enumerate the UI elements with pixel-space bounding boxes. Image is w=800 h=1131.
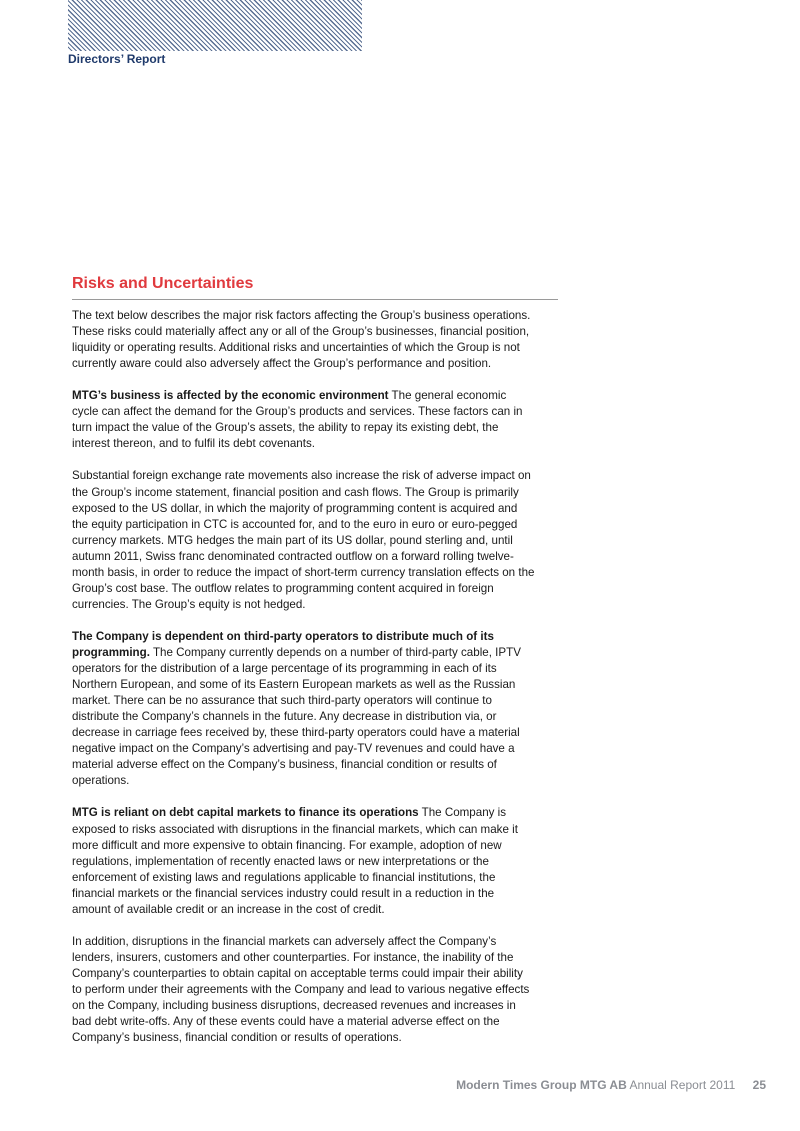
text-line [72, 854, 572, 870]
bold-heading: MTG’s business is affected by the economic environment [72, 389, 389, 403]
text-line [72, 1030, 572, 1046]
text-line [72, 741, 572, 757]
text-line [72, 934, 572, 950]
line-text: operators for the distribution of a large percentage of its programming in each of its [72, 662, 497, 676]
page-number: 25 [752, 1078, 766, 1092]
bold-heading: The Company is dependent on third-party operators to distribute much of its [72, 629, 494, 643]
line-text: on the Company, including business disruptions, decreased revenues and increases in [72, 999, 516, 1013]
line-text: financial markets or the financial services industry could result in a reduction in the [72, 886, 495, 900]
line-text: The Company currently depends on a number of third-party cable, IPTV [149, 645, 521, 659]
line-text: cycle can affect the demand for the Group’s products and services. These factors can in [72, 405, 523, 419]
text-line [72, 998, 572, 1014]
line-text: autumn 2011, Swiss franc denominated contracted outflow on a forward rolling twelve- [72, 549, 514, 563]
text-line [72, 886, 572, 902]
header-hatch-pattern [68, 0, 362, 51]
line-text: bad debt write-offs. Any of these events could have a material adverse effect on the [72, 1015, 500, 1029]
line-text: currently aware could also adversely affect the Group’s performance and position. [72, 357, 492, 371]
footer-company: Modern Times Group MTG AB [456, 1078, 627, 1092]
line-text: regulations, implementation of recently enacted laws or new interpretations or the [72, 854, 489, 868]
text-line [72, 693, 572, 709]
text-line [72, 902, 572, 918]
line-text: Company’s business, financial condition or results of operations. [72, 1031, 402, 1045]
text-line [72, 324, 572, 340]
line-text: negative impact on the Company’s advertising and pay-TV revenues and could have a [72, 742, 515, 756]
text-line [72, 308, 572, 324]
text-line [72, 388, 572, 404]
text-line [72, 340, 572, 356]
text-line [72, 565, 572, 581]
text-line [72, 404, 572, 420]
title-divider [72, 299, 558, 300]
page-title: Risks and Uncertainties [72, 275, 254, 292]
line-text: exposed to the US dollar, in which the majority of programming content is acquired and [72, 501, 518, 515]
line-text: turn impact the value of the Group’s assets, the ability to repay its existing debt, the [72, 421, 499, 435]
line-text: to perform under their agreements with the Company and lead to various negative effects [72, 982, 530, 996]
line-text: The text below describes the major risk factors affecting the Group’s business operations. [72, 309, 531, 322]
text-line [72, 677, 572, 693]
text-line [72, 645, 572, 661]
line-text: the Group’s income statement, financial position and cash flows. The Group is primarily [72, 485, 519, 499]
text-line [72, 870, 572, 886]
line-text: market. There can be no assurance that such third-party operators will continue to [72, 694, 492, 708]
line-text: liquidity or operating results. Additional risks and uncertainties of which the Group is not [72, 341, 520, 355]
text-line [72, 485, 572, 501]
line-text: These risks could materially affect any or all of the Group’s businesses, financial position, [72, 325, 530, 339]
line-text: In addition, disruptions in the financial markets can adversely affect the Company’s [72, 934, 497, 948]
line-text: month basis, in order to reduce the impact of short-term currency translation effects on the [72, 565, 535, 579]
text-line [72, 950, 572, 966]
line-text: The general economic [388, 389, 507, 403]
line-text: distribute the Company’s channels in the future. Any decrease in distribution via, or [72, 710, 497, 724]
paragraph [72, 805, 572, 917]
line-text: more difficult and more expensive to obtain financing. For example, adoption of new [72, 838, 502, 852]
line-text: Substantial foreign exchange rate movements also increase the risk of adverse impact on [72, 469, 531, 483]
text-line [72, 1014, 572, 1030]
text-line [72, 838, 572, 854]
text-line [72, 629, 572, 645]
text-line [72, 805, 572, 821]
line-text: exposed to risks associated with disruptions in the financial markets, which can make it [72, 822, 518, 836]
line-text: Company’s counterparties to obtain capital on acceptable terms could impair their ability [72, 966, 523, 980]
page-footer [456, 1078, 766, 1092]
footer-report: Annual Report 2011 [629, 1078, 736, 1092]
text-line [72, 581, 572, 597]
text-line [72, 982, 572, 998]
text-line [72, 549, 572, 565]
bold-heading: MTG is reliant on debt capital markets to finance its operations [72, 806, 419, 820]
text-line [72, 822, 572, 838]
line-text: amount of available credit or an increase in the cost of credit. [72, 902, 385, 916]
text-line [72, 597, 572, 613]
bold-heading: programming. [72, 645, 150, 659]
text-line [72, 420, 572, 436]
line-text: operations. [72, 774, 130, 788]
line-text: Group’s cost base. The outflow relates to programming content acquired in foreign [72, 581, 494, 595]
paragraph [72, 629, 572, 789]
line-text: lenders, insurers, customers and other counterparties. For instance, the inability of the [72, 950, 514, 964]
line-text: currency markets. MTG hedges the main part of its US dollar, pound sterling and, until [72, 533, 513, 547]
line-text: enforcement of existing laws and regulations applicable to financial institutions, the [72, 870, 496, 884]
text-line [72, 356, 572, 372]
text-line [72, 501, 572, 517]
section-label: Directors’ Report [68, 52, 166, 66]
text-line [72, 709, 572, 725]
body-text [72, 308, 572, 1062]
line-text: decrease in carriage fees received by, these third-party operators could have a material [72, 726, 520, 740]
line-text: Northern European, and some of its Eastern European markets as well as the Russian [72, 678, 516, 692]
text-line [72, 436, 572, 452]
line-text: material adverse effect on the Company’s business, financial condition or results of [72, 758, 497, 772]
text-line [72, 533, 572, 549]
paragraph [72, 934, 572, 1046]
text-line [72, 966, 572, 982]
line-text: The Company is [418, 806, 507, 820]
text-line [72, 773, 572, 789]
text-line [72, 661, 572, 677]
text-line [72, 517, 572, 533]
paragraph [72, 468, 572, 612]
line-text: the equity participation in CTC is accounted for, and to the euro in euro or euro-pegged [72, 517, 518, 531]
text-line [72, 468, 572, 484]
line-text: interest thereon, and to fulfil its debt covenants. [72, 437, 315, 451]
paragraph [72, 308, 572, 372]
text-line [72, 757, 572, 773]
text-line [72, 725, 572, 741]
paragraph [72, 388, 572, 452]
line-text: currencies. The Group’s equity is not hedged. [72, 597, 306, 611]
